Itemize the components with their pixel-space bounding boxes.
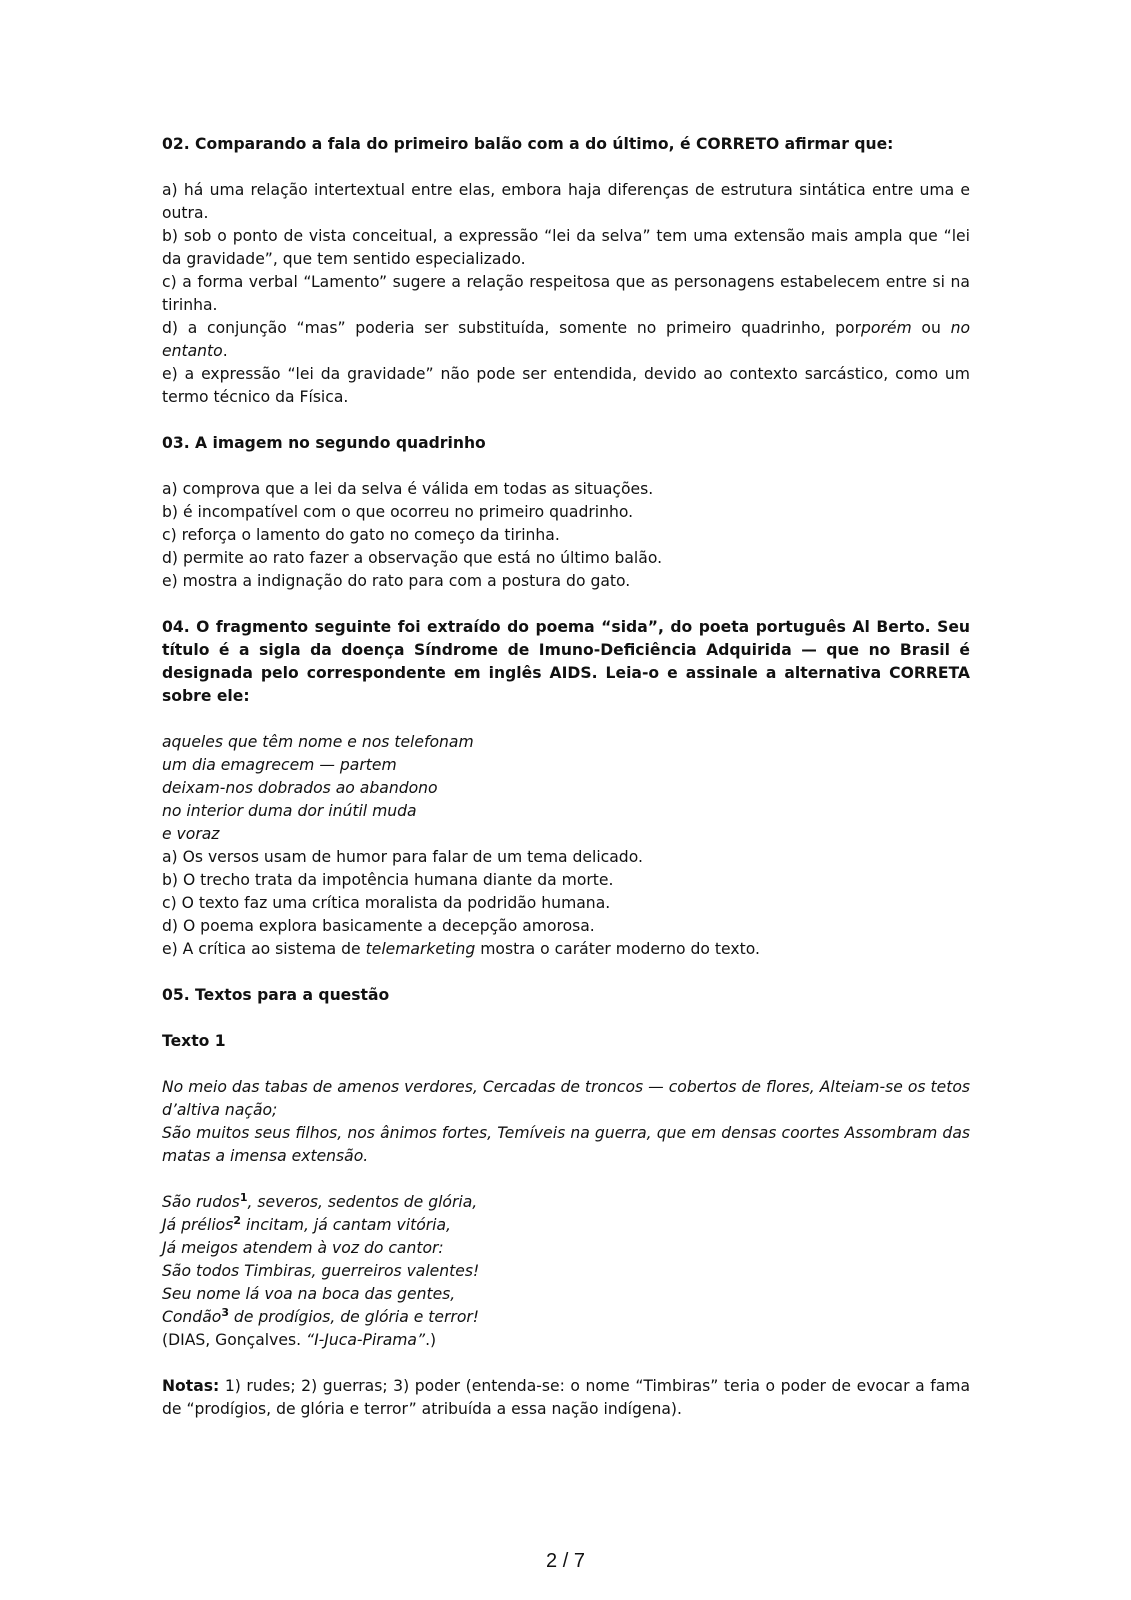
- notes: Notas: 1) rudes; 2) guerras; 3) poder (entenda-se: o nome “Timbiras” teria o poder de evocar a fama de “prodígios, de glória e terror” atribuída a essa nação indígena).: [162, 1377, 970, 1418]
- option-e: e) a expressão “lei da gravidade” não pode ser entendida, devido ao contexto sarcástico, como um termo técnico da Física.: [162, 365, 970, 406]
- poem-verse: um dia emagrecem — partem: [162, 756, 397, 774]
- option-b: b) O trecho trata da impotência humana diante da morte.: [162, 871, 614, 889]
- footnote-marker: 1: [239, 1190, 248, 1204]
- poem-verse: São todos Timbiras, guerreiros valentes!: [162, 1262, 480, 1280]
- option-c: c) a forma verbal “Lamento” sugere a relação respeitosa que as personagens estabelecem entre si na tirinha.: [162, 273, 970, 314]
- prose-stanza: No meio das tabas de amenos verdores, Cercadas de troncos — cobertos de flores, Alteiam-se os tetos d’altiva nação;: [162, 1078, 970, 1119]
- option-b: b) é incompatível com o que ocorreu no primeiro quadrinho.: [162, 503, 634, 521]
- option-d: d) O poema explora basicamente a decepção amorosa.: [162, 917, 595, 935]
- citation: (DIAS, Gonçalves. “I-Juca-Pirama”.): [162, 1331, 437, 1349]
- poem-verse: São rudos$^1$, severos, sedentos de glória,: [162, 1190, 478, 1211]
- texto-1-prose: [162, 1076, 970, 1168]
- option-a: a) há uma relação intertextual entre elas, embora haja diferenças de estrutura sintática entre uma e outra.: [162, 181, 970, 222]
- option-c: c) O texto faz uma crítica moralista da podridão humana.: [162, 894, 611, 912]
- question-03: [162, 432, 970, 593]
- option-d: d) a conjunção “mas” poderia ser substituída, somente no primeiro quadrinho, porporém ou no entanto.: [162, 319, 971, 360]
- poem-verse: aqueles que têm nome e nos telefonam: [162, 733, 474, 751]
- option-e: e) mostra a indignação do rato para com a postura do gato.: [162, 572, 631, 590]
- poem-verse: Seu nome lá voa na boca das gentes,: [162, 1285, 456, 1303]
- texto-1-label: Texto 1: [162, 1032, 226, 1050]
- option-d: d) permite ao rato fazer a observação que está no último balão.: [162, 549, 663, 567]
- question-02: [162, 133, 970, 409]
- question-03-options: [162, 478, 970, 593]
- option-b: b) sob o ponto de vista conceitual, a expressão “lei da selva” tem uma extensão mais ampla que “lei da gravidade”, que tem sentido especializado.: [162, 227, 970, 268]
- footnote-marker: 3: [221, 1305, 229, 1319]
- document-page: [162, 133, 970, 1421]
- notes-label: Notas:: [162, 1377, 220, 1395]
- question-05: [162, 984, 970, 1421]
- question-04-body: [162, 731, 970, 961]
- prose-stanza: São muitos seus filhos, nos ânimos fortes, Temíveis na guerra, que em densas coortes Assombram das matas a imensa extensão.: [162, 1124, 970, 1165]
- poem-verse: no interior duma dor inútil muda: [162, 802, 417, 820]
- poem-verse: Já meigos atendem à voz do cantor:: [162, 1239, 444, 1257]
- option-a: a) Os versos usam de humor para falar de um tema delicado.: [162, 848, 643, 866]
- question-04: [162, 616, 970, 961]
- question-02-options: [162, 179, 970, 409]
- page-number: 2 / 7: [546, 1550, 585, 1572]
- question-03-heading: 03. A imagem no segundo quadrinho: [162, 434, 486, 452]
- poem-verse: deixam-nos dobrados ao abandono: [162, 779, 438, 797]
- question-02-heading: 02. Comparando a fala do primeiro balão com a do último, é CORRETO afirmar que:: [162, 135, 894, 153]
- option-c: c) reforça o lamento do gato no começo da tirinha.: [162, 526, 560, 544]
- footnote-marker: 2: [233, 1213, 242, 1227]
- option-a: a) comprova que a lei da selva é válida em todas as situações.: [162, 480, 654, 498]
- texto-1-stanza: [162, 1191, 970, 1352]
- option-e: e) A crítica ao sistema de telemarketing mostra o caráter moderno do texto.: [162, 940, 760, 958]
- question-05-heading: 05. Textos para a questão: [162, 986, 390, 1004]
- question-04-heading: 04. O fragmento seguinte foi extraído do poema “sida”, do poeta português Al Berto. Seu título é a sigla da doença Síndrome de Imuno-Deficiência Adquirida — que no Brasil é designada pelo correspondente em inglês AIDS. Leia-o e assinale a alternativa CORRETA sobre ele:: [162, 618, 970, 705]
- poem-verse: Já prélios$^2$ incitam, já cantam vitória,: [162, 1213, 452, 1234]
- poem-verse: e voraz: [162, 825, 220, 843]
- poem-verse: Condão$^3$ de prodígios, de glória e terror!: [162, 1305, 480, 1326]
